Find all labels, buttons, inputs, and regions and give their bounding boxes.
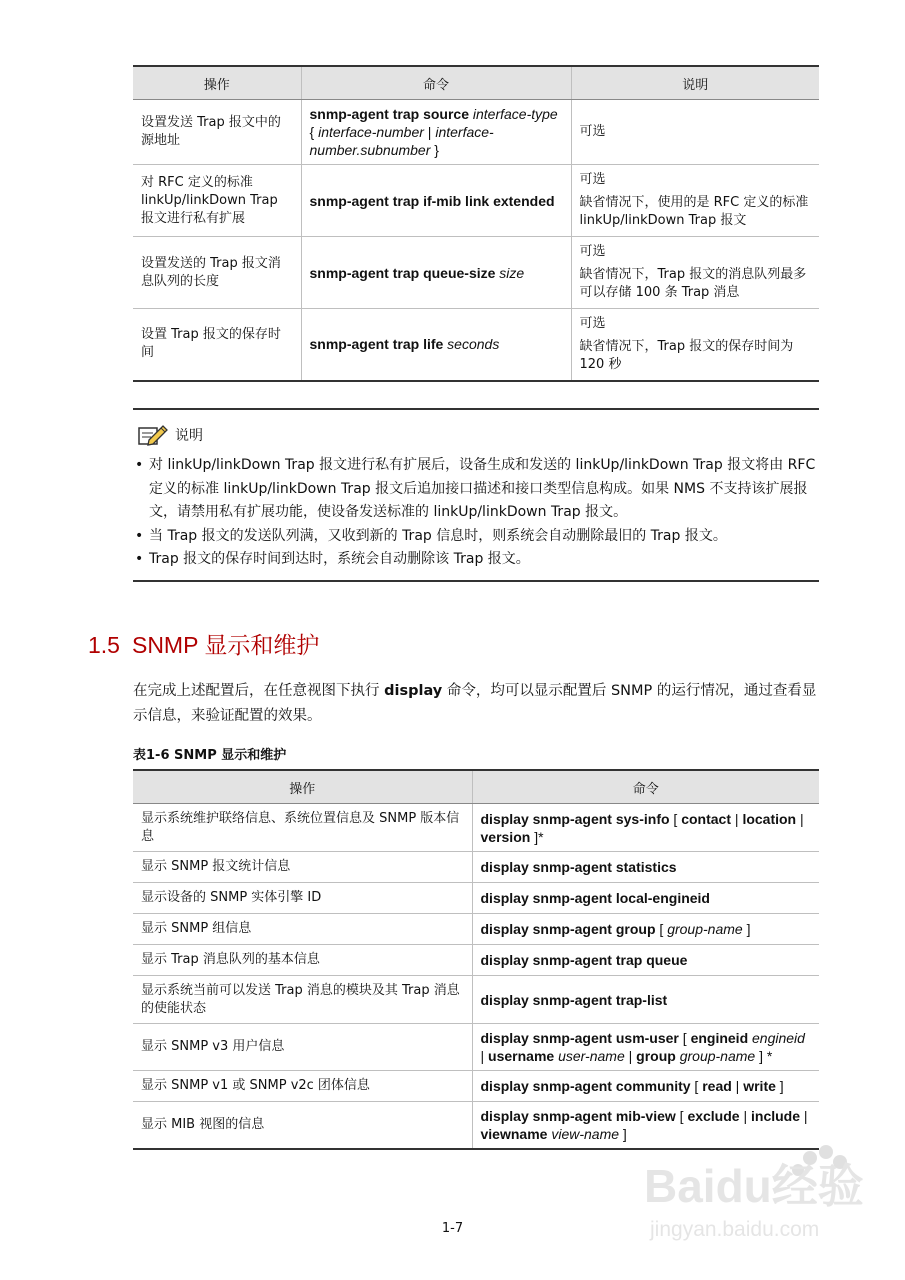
list-item: • 当 Trap 报文的发送队列满，又收到新的 Trap 信息时，则系统会自动删除最旧的 Trap 报文。 [133, 525, 819, 549]
section-title: SNMP 显示和维护 [131, 632, 320, 658]
header-command: 命令 [301, 66, 571, 100]
table-header-row [133, 770, 819, 804]
command-cell: snmp-agent trap life seconds [301, 309, 571, 381]
command-cell: snmp-agent trap if-mib link extended [301, 165, 571, 237]
table-row [133, 945, 819, 976]
header-operation: 操作 [133, 66, 301, 100]
table-row [133, 1024, 819, 1071]
svg-text:Baidu经验: Baidu经验 [644, 1160, 864, 1212]
table-row [133, 976, 819, 1024]
table-row [133, 914, 819, 945]
note-box [133, 408, 819, 582]
baidu-watermark-logo [640, 1140, 870, 1250]
command-cell: display snmp-agent trap queue [472, 945, 819, 976]
note-pencil-icon [137, 422, 169, 448]
operation-cell: 显示 SNMP v3 用户信息 [133, 1024, 472, 1071]
operation-cell: 显示 SNMP 报文统计信息 [133, 852, 472, 883]
operation-cell: 显示系统当前可以发送 Trap 消息的模块及其 Trap 消息的使能状态 [133, 976, 472, 1024]
header-operation: 操作 [133, 770, 472, 804]
table-row [133, 309, 819, 381]
section-heading [88, 627, 319, 660]
note-title: 说明 [175, 428, 203, 444]
table-row [133, 852, 819, 883]
intro-paragraph: 在完成上述配置后，在任意视图下执行 display 命令，均可以显示配置后 SNMP 的运行情况，通过查看显示信息，来验证配置的效果。 [133, 683, 817, 724]
page-number: 1-7 [441, 1221, 464, 1236]
command-cell: display snmp-agent trap-list [472, 976, 819, 1024]
command-cell: snmp-agent trap source interface-type { interface-number | interface-number.subnumber } [301, 100, 571, 165]
command-cell: display snmp-agent sys-info [ contact | location | version ]* [472, 804, 819, 852]
header-description: 说明 [571, 66, 819, 100]
command-cell: display snmp-agent local-engineid [472, 883, 819, 914]
table-row [133, 100, 819, 165]
section-number: 1.5 [88, 632, 120, 658]
table-row [133, 1071, 819, 1102]
operation-cell: 设置发送的 Trap 报文消息队列的长度 [133, 237, 301, 309]
note-list [133, 454, 819, 572]
table-row [133, 237, 819, 309]
table-row [133, 165, 819, 237]
command-cell: display snmp-agent usm-user [ engineid engineid | username user-name | group group-name ] * [472, 1024, 819, 1071]
operation-cell: 显示系统维护联络信息、系统位置信息及 SNMP 版本信息 [133, 804, 472, 852]
operation-cell: 设置发送 Trap 报文中的源地址 [133, 100, 301, 165]
list-item: • 对 linkUp/linkDown Trap 报文进行私有扩展后，设备生成和发送的 linkUp/linkDown Trap 报文将由 RFC 定义的标准 linkUp/linkDown Trap 报文后追加接口描述和接口类型信息构成。如果 NMS 不支持该扩展报文，请禁用私有扩展功能，使设备发送标准的 linkUp/linkDown Trap 报文。 [133, 454, 819, 525]
operation-cell: 对 RFC 定义的标准 linkUp/linkDown Trap 报文进行私有扩展 [133, 165, 301, 237]
list-item: • Trap 报文的保存时间到达时，系统会自动删除该 Trap 报文。 [133, 548, 819, 572]
command-cell: display snmp-agent mib-view [ exclude | include | viewname view-name ] [472, 1102, 819, 1150]
table-caption: 表1-6 SNMP 显示和维护 [133, 748, 287, 763]
description-cell: 可选 [571, 100, 819, 165]
command-cell: display snmp-agent statistics [472, 852, 819, 883]
command-cell: snmp-agent trap queue-size size [301, 237, 571, 309]
command-cell: display snmp-agent group [ group-name ] [472, 914, 819, 945]
description-cell: 可选 缺省情况下，使用的是 RFC 定义的标准 linkUp/linkDown Trap 报文 [571, 165, 819, 237]
description-cell: 可选 缺省情况下，Trap 报文的保存时间为 120 秒 [571, 309, 819, 381]
operation-cell: 显示 MIB 视图的信息 [133, 1102, 472, 1150]
table-header-row [133, 66, 819, 100]
table-row [133, 883, 819, 914]
svg-text:jingyan.baidu.com: jingyan.baidu.com [650, 1218, 820, 1241]
operation-cell: 显示设备的 SNMP 实体引擎 ID [133, 883, 472, 914]
header-command: 命令 [472, 770, 819, 804]
table-row [133, 804, 819, 852]
operation-cell: 设置 Trap 报文的保存时间 [133, 309, 301, 381]
operation-cell: 显示 SNMP 组信息 [133, 914, 472, 945]
operation-cell: 显示 Trap 消息队列的基本信息 [133, 945, 472, 976]
display-commands-table [133, 769, 819, 1150]
note-header [137, 422, 203, 448]
command-cell: display snmp-agent community [ read | write ] [472, 1071, 819, 1102]
description-cell: 可选 缺省情况下，Trap 报文的消息队列最多可以存储 100 条 Trap 消息 [571, 237, 819, 309]
trap-config-table [133, 65, 819, 382]
operation-cell: 显示 SNMP v1 或 SNMP v2c 团体信息 [133, 1071, 472, 1102]
